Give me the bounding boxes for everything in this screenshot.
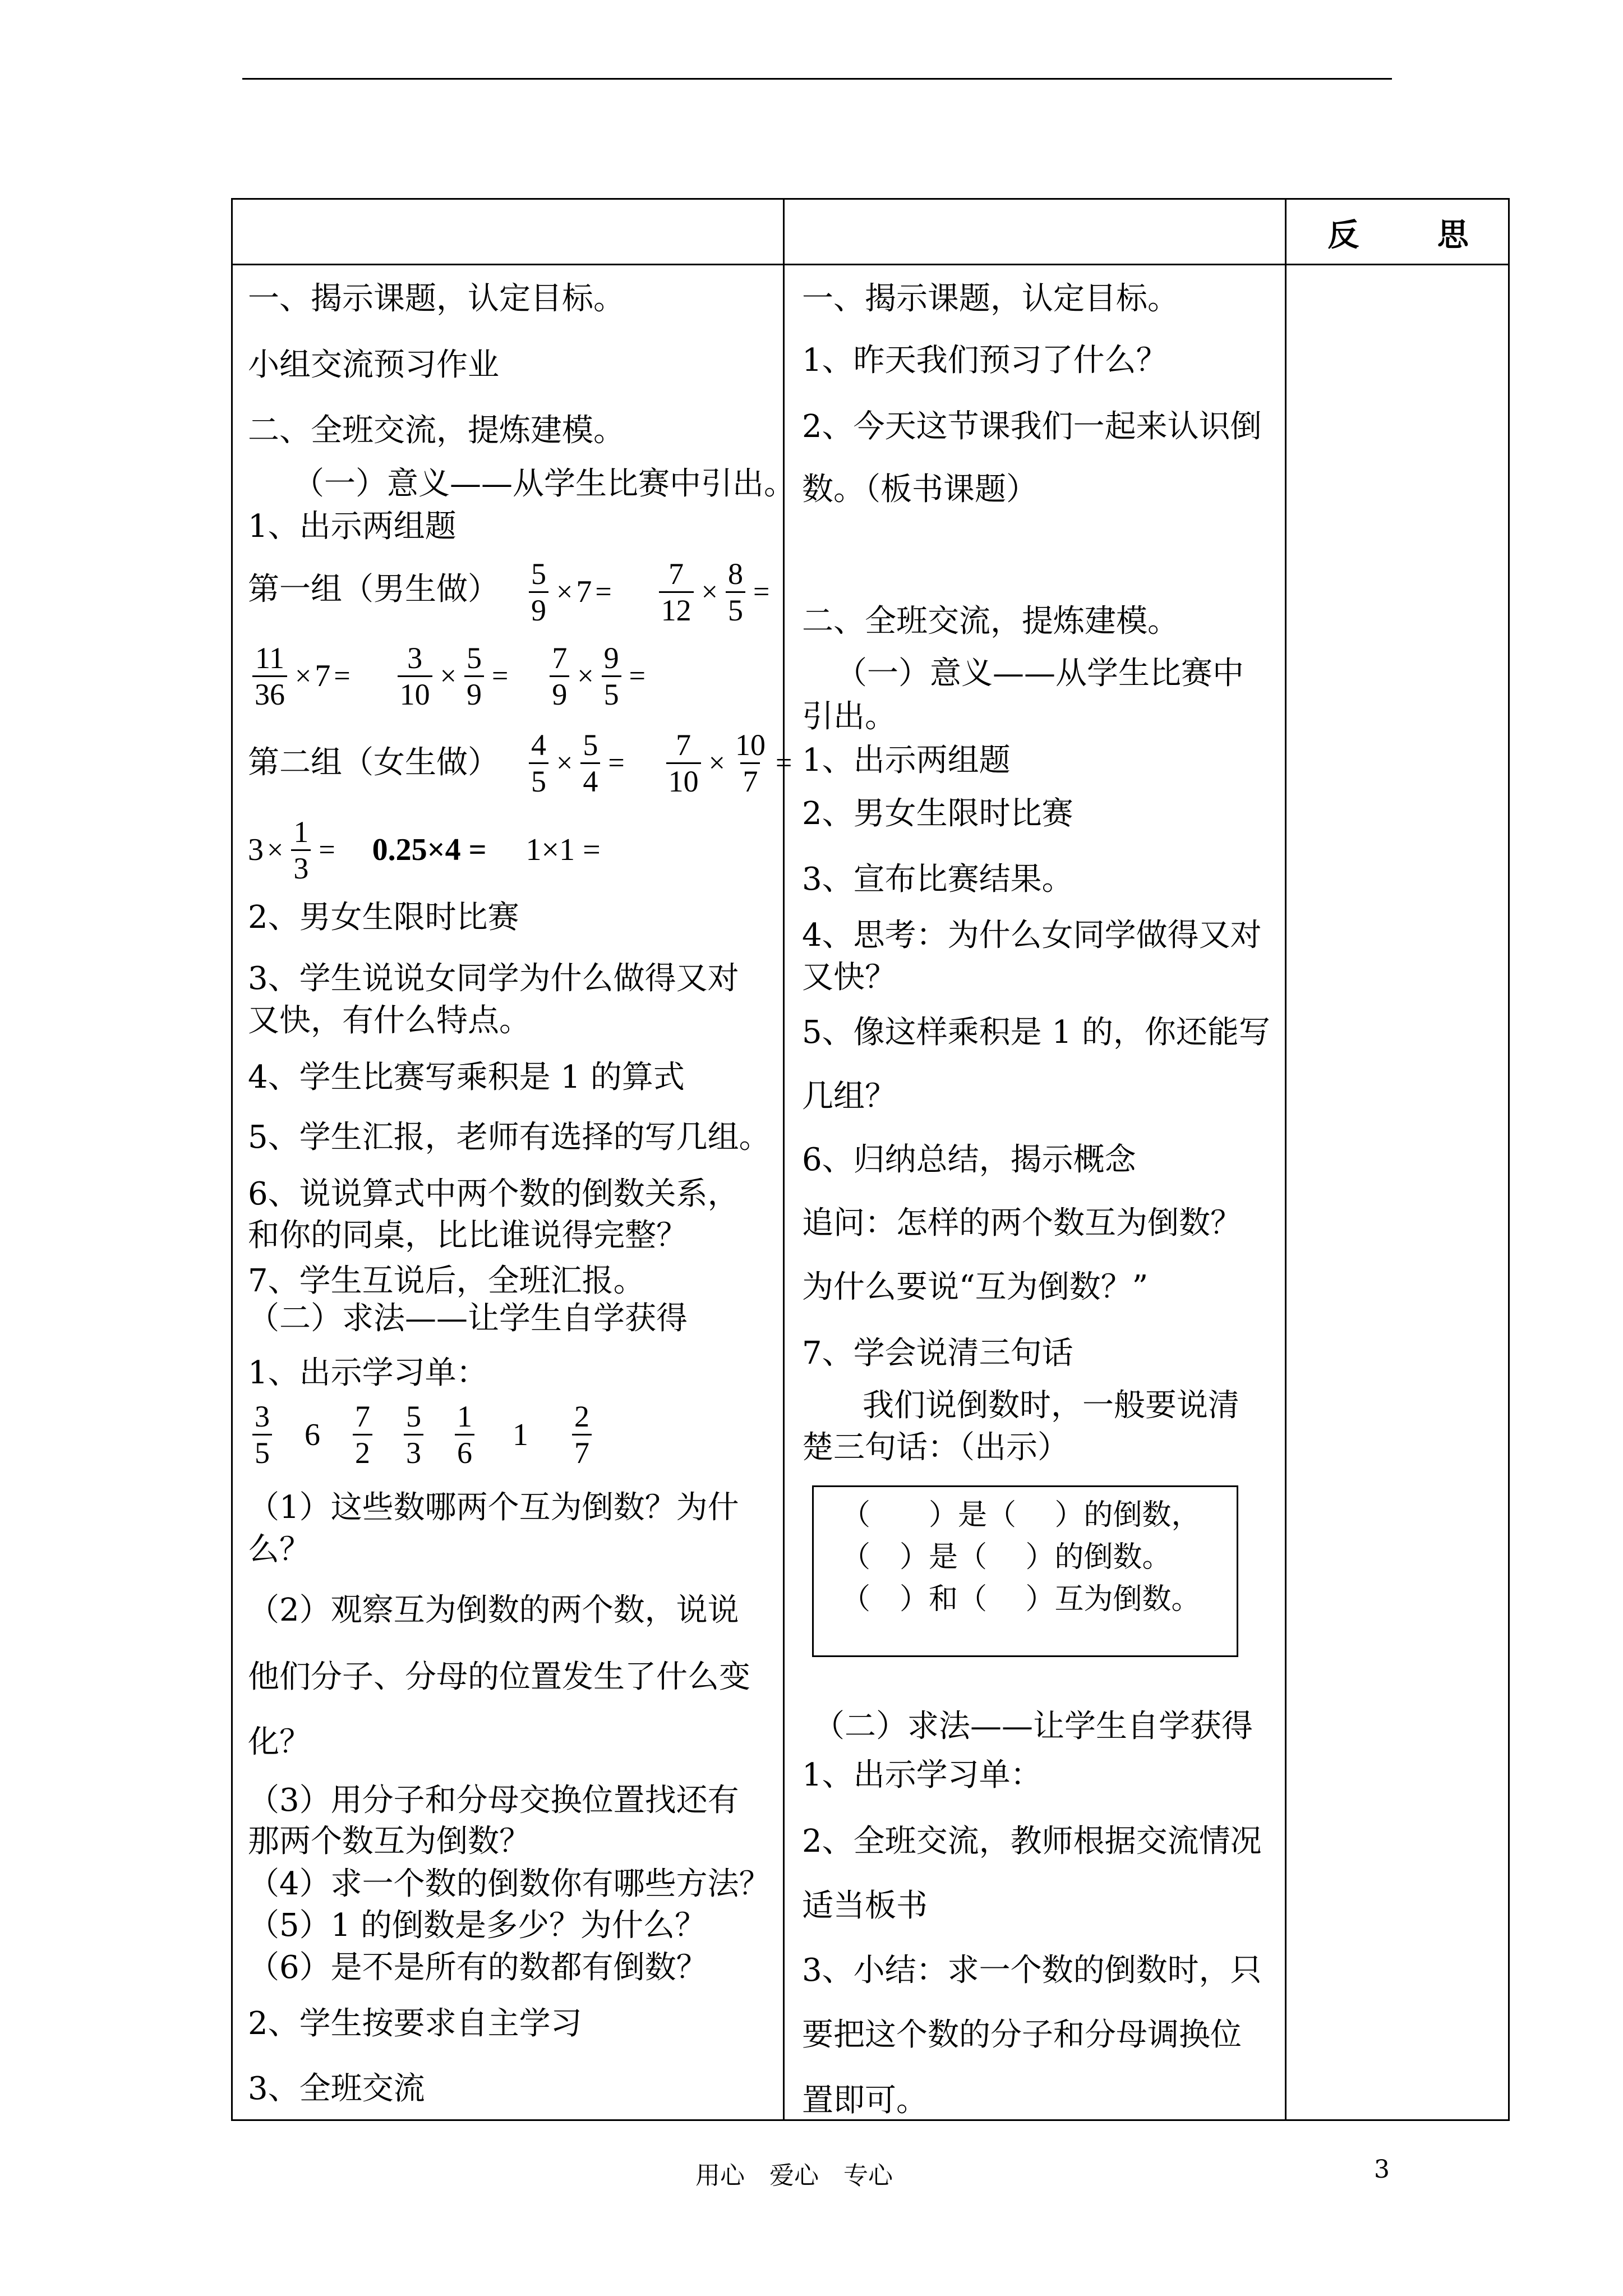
mid-line: 要把这个数的分子和分母调换位 <box>802 2017 1242 2053</box>
fraction: $\frac{5}{9}$ <box>464 641 484 712</box>
mid-line: 7、学会说清三句话 <box>802 1335 1073 1372</box>
mid-line: 6、归纳总结，揭示概念 <box>802 1142 1136 1178</box>
group2-expressions-row2: 3 × $\frac{1}{3}$ = 0.25×4 = 1×1 = <box>248 815 601 885</box>
box-line: （ ）和（ ）互为倒数。 <box>841 1582 1201 1616</box>
left-line: 3、学生说说女同学为什么做得又对 <box>248 960 739 997</box>
fraction: $\frac{1}{6}$ <box>455 1399 474 1470</box>
left-line: 化？ <box>248 1724 311 1760</box>
fraction: $\frac{2}{7}$ <box>572 1399 592 1470</box>
mid-line: 2、今天这节课我们一起来认识倒 <box>802 408 1262 445</box>
column-divider-2 <box>1285 200 1287 2119</box>
page-number: 3 <box>1374 2155 1390 2184</box>
mid-line: （一）意义——从学生比赛中 <box>836 655 1244 692</box>
left-line: 2、男女生限时比赛 <box>248 899 519 936</box>
left-line: （6）是不是所有的数都有倒数？ <box>248 1949 708 1986</box>
fraction: $\frac{1}{3}$ <box>291 815 311 886</box>
mid-line: 3、宣布比赛结果。 <box>802 861 1073 898</box>
fraction: $\frac{10}{7}$ <box>735 728 766 798</box>
fraction: $\frac{3}{10}$ <box>398 641 432 712</box>
mid-line: 引出。 <box>802 698 896 735</box>
left-line: 和你的同桌，比比谁说得完整？ <box>248 1217 688 1254</box>
mid-line: 1、出示两组题 <box>802 742 1011 779</box>
fraction: $\frac{5}{9}$ <box>529 556 548 628</box>
reflection-header: 反 思 <box>1327 216 1502 254</box>
fraction: $\frac{9}{5}$ <box>602 641 621 712</box>
left-line: 3、全班交流 <box>248 2070 425 2107</box>
header-rule <box>242 78 1392 80</box>
footer-motto: 用心 爱心 专心 <box>695 2161 893 2190</box>
left-line: 一、揭示课题，认定目标。 <box>248 280 625 317</box>
left-line: 4、学生比赛写乘积是 1 的算式 <box>248 1059 685 1096</box>
mid-line: 2、男女生限时比赛 <box>802 795 1073 832</box>
left-line: 1、出示学习单： <box>248 1355 488 1391</box>
mid-line: 追问：怎样的两个数互为倒数？ <box>802 1205 1242 1241</box>
left-line: 第一组（男生做） <box>248 571 499 608</box>
box-line: （ ）是（ ）的倒数， <box>841 1498 1201 1532</box>
fraction: $\frac{7}{12}$ <box>659 556 694 628</box>
fraction: $\frac{11}{36}$ <box>252 641 287 712</box>
left-line: 他们分子、分母的位置发生了什么变 <box>248 1659 750 1695</box>
fraction: $\frac{4}{5}$ <box>529 728 548 799</box>
left-line: （4）求一个数的倒数你有哪些方法？ <box>248 1866 771 1902</box>
study-sheet-numbers: $\frac{3}{5}$ 6 $\frac{7}{2}$ $\frac{5}{3}$ $\frac{1}{6}$ 1 $\frac{2}{7}$ <box>248 1397 596 1473</box>
fraction: $\frac{5}{4}$ <box>580 728 600 799</box>
left-line: 2、学生按要求自主学习 <box>248 2005 582 2042</box>
fraction: $\frac{8}{5}$ <box>726 556 745 628</box>
fraction: $\frac{3}{5}$ <box>252 1399 272 1470</box>
left-line: （二）求法——让学生自学获得 <box>248 1300 688 1337</box>
mid-line: 数。（板书课题） <box>802 471 1038 508</box>
fraction: $\frac{5}{3}$ <box>404 1399 423 1470</box>
left-line: 那两个数互为倒数？ <box>248 1823 531 1860</box>
mid-line: 楚三句话：（出示） <box>802 1429 1069 1466</box>
mid-line: 几组？ <box>802 1078 896 1115</box>
left-line: 第二组（女生做） <box>248 744 499 781</box>
mid-line: 为什么要说“互为倒数？” <box>802 1269 1149 1305</box>
left-line: 又快，有什么特点。 <box>248 1002 531 1039</box>
left-line: （5）1 的倒数是多少？为什么？ <box>248 1907 707 1944</box>
left-line: 小组交流预习作业 <box>248 347 499 383</box>
left-line: （一）意义——从学生比赛中引出。 <box>293 466 795 502</box>
left-line: 么？ <box>248 1531 311 1568</box>
mid-line: 又快？ <box>802 959 896 996</box>
fraction: $\frac{7}{2}$ <box>353 1399 372 1470</box>
left-line: （2）观察互为倒数的两个数，说说 <box>248 1592 739 1628</box>
group2-expressions-row1: $\frac{4}{5}$ × $\frac{5}{4}$ = $\frac{7}{10}$ × $\frac{10}{7}$ = <box>524 726 795 799</box>
mid-line: （二）求法——让学生自学获得 <box>813 1708 1253 1745</box>
group1-expressions-row2: $\frac{11}{36}$ × 7 = $\frac{3}{10}$ × $\frac{5}{9}$ = $\frac{7}{9}$ × $\frac{9}{5}$ = <box>248 639 649 712</box>
mid-line: 1、昨天我们预习了什么？ <box>802 342 1168 379</box>
group1-expressions-row1: $\frac{5}{9}$ × 7 = $\frac{7}{12}$ × $\frac{8}{5}$ = <box>524 555 773 628</box>
mid-line: 我们说倒数时，一般要说清 <box>863 1387 1239 1424</box>
mid-line: 适当板书 <box>802 1888 928 1924</box>
fraction: $\frac{7}{9}$ <box>550 641 569 712</box>
left-line: （3）用分子和分母交换位置找还有 <box>248 1782 739 1819</box>
box-line: （ ）是（ ）的倒数。 <box>841 1540 1172 1574</box>
mid-line: 一、揭示课题，认定目标。 <box>802 280 1179 317</box>
left-line: 6、说说算式中两个数的倒数关系， <box>248 1176 739 1212</box>
mid-line: 二、全班交流，提炼建模。 <box>802 603 1179 639</box>
mid-line: 4、思考：为什么女同学做得又对 <box>802 917 1262 954</box>
mid-line: 2、全班交流，教师根据交流情况 <box>802 1823 1262 1860</box>
mid-line: 置即可。 <box>802 2082 928 2119</box>
mid-line: 5、像这样乘积是 1 的，你还能写 <box>802 1014 1270 1051</box>
fraction: $\frac{7}{10}$ <box>666 728 701 799</box>
mid-line: 1、出示学习单： <box>802 1757 1042 1793</box>
left-line: （1）这些数哪两个互为倒数？为什 <box>248 1489 739 1526</box>
left-line: 7、学生互说后，全班汇报。 <box>248 1263 645 1299</box>
mid-line: 3、小结：求一个数的倒数时，只 <box>802 1952 1262 1989</box>
left-line: 5、学生汇报，老师有选择的写几组。 <box>248 1119 771 1156</box>
left-line: 二、全班交流，提炼建模。 <box>248 412 625 449</box>
left-line: 1、出示两组题 <box>248 508 457 545</box>
